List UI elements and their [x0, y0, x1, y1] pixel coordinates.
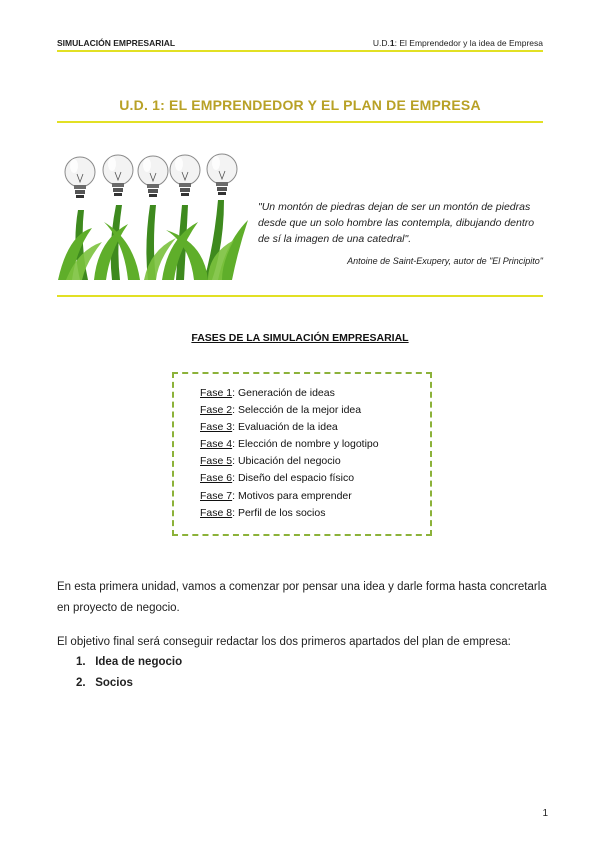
title-rule — [57, 121, 543, 123]
header-rule — [57, 50, 543, 52]
phase-item: Fase 8: Perfil de los socios — [200, 506, 326, 519]
phases-box — [172, 372, 432, 536]
quote-rule — [57, 295, 543, 297]
list-item: 1. Idea de negocio — [76, 656, 183, 668]
phase-item: Fase 1: Generación de ideas — [200, 387, 335, 399]
phase-item: Fase 7: Motivos para emprender — [200, 489, 352, 502]
phase-item: Fase 2: Selección de la mejor idea — [200, 404, 362, 417]
phases-title: FASES DE LA SIMULACIÓN EMPRESARIAL — [191, 332, 409, 344]
header-left: SIMULACIÓN EMPRESARIAL — [57, 38, 176, 48]
header-unit-prefix: U.D. — [372, 38, 390, 48]
page-title: U.D. 1: EL EMPRENDEDOR Y EL PLAN DE EMPRESA — [119, 97, 481, 113]
phase-item: Fase 4: Elección de nombre y logotipo — [200, 438, 379, 451]
phase-item: Fase 6: Diseño del espacio físico — [200, 472, 355, 485]
quote-text: "Un montón de piedras dejan de ser un montón de piedras desde que un solo hombre las contempla, dibujando dentro de sí la imagen de una catedral". — [258, 201, 535, 245]
phases-list — [200, 385, 379, 522]
quote-author: Antoine de Saint-Exupery, autor de "El Principito" — [347, 256, 543, 266]
list-item: 2. Socios — [76, 677, 133, 689]
goals-list — [76, 652, 182, 694]
header-right — [373, 38, 543, 48]
phase-item: Fase 3: Evaluación de la idea — [200, 421, 338, 434]
intro-paragraph: En esta primera unidad, vamos a comenzar por pensar una idea y darle forma hasta concretarla en proyecto de negocio. — [57, 581, 547, 614]
light-bulbs-icon — [58, 150, 248, 280]
objective-paragraph: El objetivo final será conseguir redactar los dos primeros apartados del plan de empresa: — [57, 636, 511, 648]
phase-item: Fase 5: Ubicación del negocio — [200, 455, 341, 468]
header-unit-number: 1 — [389, 38, 395, 48]
page-number: 1 — [542, 808, 548, 819]
header-unit-title: : El Emprendedor y la idea de Empresa — [394, 38, 543, 48]
